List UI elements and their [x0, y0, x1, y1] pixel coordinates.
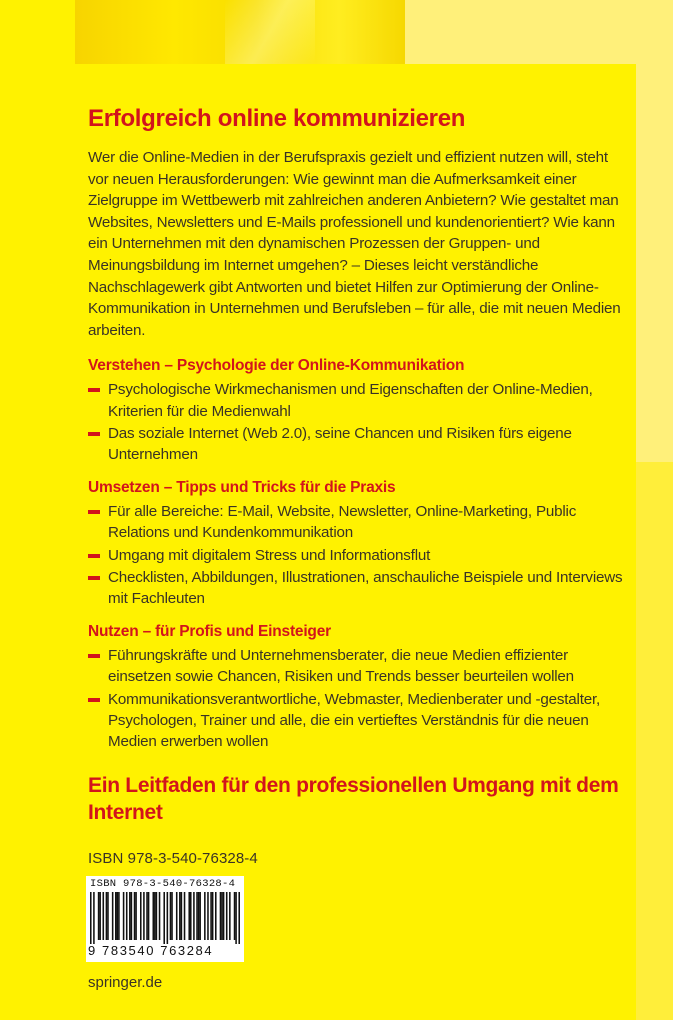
barcode-bar — [103, 892, 105, 940]
barcode-bar — [193, 892, 195, 940]
barcode — [86, 876, 244, 962]
barcode-bar — [198, 892, 200, 940]
barcode-bar — [212, 892, 214, 940]
barcode-bar — [140, 892, 142, 940]
barcode-bar — [156, 892, 158, 940]
barcode-bar — [135, 892, 137, 940]
barcode-bar — [235, 892, 237, 944]
page-title: Erfolgreich online kommunizieren — [88, 105, 466, 132]
barcode-bar — [188, 892, 190, 940]
barcode-bar — [167, 892, 169, 944]
barcode-bar — [204, 892, 206, 940]
barcode-bar — [154, 892, 156, 940]
barcode-bar — [146, 892, 148, 940]
section-heading: Nutzen – für Profis und Einsteiger — [88, 623, 331, 641]
barcode-bar — [207, 892, 209, 940]
barcode-bar — [148, 892, 150, 940]
barcode-bars-icon — [90, 892, 240, 944]
barcode-bar — [90, 892, 92, 944]
dash-bullet-icon — [88, 654, 100, 658]
barcode-bar — [118, 892, 120, 940]
right-edge-panel — [636, 64, 673, 462]
barcode-bar — [223, 892, 225, 940]
dash-bullet-icon — [88, 576, 100, 580]
dash-bullet-icon — [88, 554, 100, 558]
section-nutzen — [88, 623, 628, 752]
list-item: Psychologische Wirkmechanismen und Eigenschaften der Online-Medien, Kriterien für die Medienwahl — [88, 379, 628, 421]
barcode-bar — [221, 892, 223, 940]
barcode-bar — [179, 892, 181, 940]
intro-paragraph: Wer die Online-Medien in der Berufspraxis gezielt und effizient nutzen will, steht vor neuen Herausforderungen: Wie gewinnt man die Aufmerksamkeit einer Zielgruppe im Wettbewerb mit zahlreichen anderen Anbietern? Wie gestaltet man Websites, Newsletters und E-Mails professionell und kundenorientiert? Wie kann ein Unternehmen mit den dynamischen Prozessen der Gruppen- und Meinungsbildung im Internet umgehen? – Dieses leicht verständliche Nachschlagewerk gibt Antworten und bietet Hilfen zur Optimierung der Online-Kommunikation in Unternehmen und Berufsleben – für alle, die mit neuen Medien arbeiten. — [88, 149, 621, 339]
list-item: Führungskräfte und Unternehmensberater, die neue Medien effizienter einsetzen sowie Chancen, Risiken und Trends besser beurteilen wollen — [88, 645, 628, 687]
barcode-bar — [171, 892, 173, 940]
barcode-bar — [134, 892, 136, 940]
top-photo-strip — [75, 0, 405, 64]
barcode-bar — [131, 892, 133, 940]
barcode-bar — [215, 892, 217, 940]
publisher-website: springer.de — [88, 974, 163, 991]
barcode-bar — [153, 892, 155, 940]
list-item: Checklisten, Abbildungen, Illustrationen, anschauliche Beispiele und Interviews mit Fachleuten — [88, 567, 628, 609]
list-item: Für alle Bereiche: E-Mail, Website, Newsletter, Online-Marketing, Public Relations und Kundenkommunikation — [88, 501, 628, 543]
barcode-bar — [112, 892, 114, 940]
back-cover-text — [88, 105, 628, 826]
barcode-bar — [190, 892, 192, 940]
bullet-list — [88, 645, 628, 752]
barcode-bar — [99, 892, 101, 940]
top-right-panel — [405, 0, 673, 64]
barcode-bar — [98, 892, 100, 940]
right-edge-lower-panel — [636, 462, 673, 1020]
section-umsetzen — [88, 479, 628, 609]
barcode-isbn-label: ISBN 978-3-540-76328-4 — [90, 878, 236, 890]
barcode-bar — [210, 892, 212, 940]
barcode-bar — [199, 892, 201, 940]
barcode-bar — [159, 892, 161, 940]
list-item: Umgang mit digitalem Stress und Informationsflut — [88, 545, 628, 566]
barcode-bar — [226, 892, 228, 940]
barcode-bar — [220, 892, 222, 940]
barcode-bar — [129, 892, 131, 940]
section-verstehen — [88, 357, 628, 465]
section-heading: Umsetzen – Tipps und Tricks für die Praxis — [88, 479, 396, 497]
tagline: Ein Leitfaden für den professionellen Umgang mit dem Internet — [88, 774, 619, 825]
barcode-bar — [196, 892, 198, 940]
bullet-list — [88, 379, 628, 465]
barcode-bar — [234, 892, 236, 940]
barcode-bar — [115, 892, 117, 940]
dash-bullet-icon — [88, 432, 100, 436]
barcode-bar — [181, 892, 183, 940]
barcode-bar — [117, 892, 119, 940]
barcode-bar — [184, 892, 186, 940]
dash-bullet-icon — [88, 510, 100, 514]
dash-bullet-icon — [88, 698, 100, 702]
barcode-bar — [163, 892, 165, 944]
barcode-bar — [106, 892, 108, 940]
list-item: Kommunikationsverantwortliche, Webmaster, Medienberater und -gestalter, Psychologen, Trainer und alle, die ein vertieftes Verständnis für die neuen Medien erwerben wollen — [88, 689, 628, 753]
dash-bullet-icon — [88, 388, 100, 392]
barcode-bar — [176, 892, 178, 940]
barcode-bar — [229, 892, 231, 940]
section-heading: Verstehen – Psychologie der Online-Kommunikation — [88, 357, 465, 375]
bullet-list — [88, 501, 628, 609]
barcode-bar — [126, 892, 128, 940]
list-item: Das soziale Internet (Web 2.0), seine Chancen und Risiken fürs eigene Unternehmen — [88, 423, 628, 465]
barcode-bar — [93, 892, 95, 944]
barcode-bar — [143, 892, 145, 940]
barcode-bar — [107, 892, 109, 940]
barcode-bar — [238, 892, 240, 944]
barcode-bar — [123, 892, 125, 940]
isbn-text: ISBN 978-3-540-76328-4 — [88, 850, 258, 867]
barcode-number: 9 783540 763284 — [88, 943, 214, 958]
barcode-bar — [170, 892, 172, 940]
